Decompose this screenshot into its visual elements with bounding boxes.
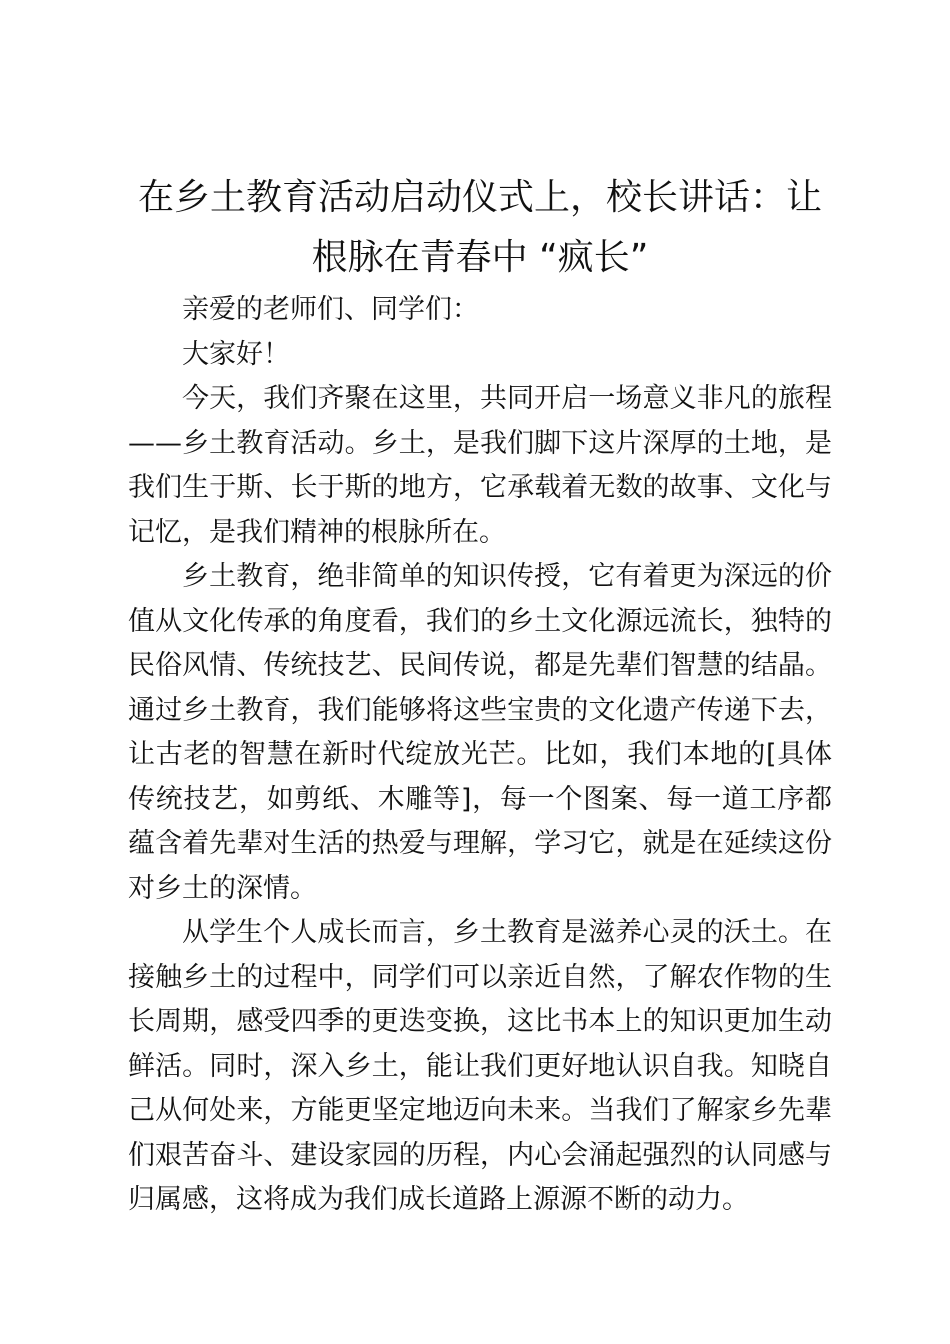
document-page xyxy=(128,168,832,1223)
document-title: 在乡土教育活动启动仪式上，校长讲话：让根脉在青春中 “疯长” xyxy=(137,177,822,278)
body-paragraph: 今天，我们齐聚在这里，共同开启一场意义非凡的旅程——乡土教育活动。乡土，是我们脚下这片深厚的土地，是我们生于斯、长于斯的地方，它承载着无数的故事、文化与记忆，是我们精神的根脉所在。 xyxy=(128,383,832,548)
greeting: 大家好！ xyxy=(182,338,290,370)
body-paragraph: 从学生个人成长而言，乡土教育是滋养心灵的沃土。在接触乡土的过程中，同学们可以亲近自然，了解农作物的生长周期，感受四季的更迭变换，这比书本上的知识更加生动鲜活。同时，深入乡土，能让我们更好地认识自我。知晓自己从何处来，方能更坚定地迈向未来。当我们了解家乡先辈们艰苦奋斗、建设家园的历程，内心会涌起强烈的认同感与归属感，这将成为我们成长道路上源源不断的动力。 xyxy=(128,917,832,1215)
document-body xyxy=(128,288,832,1223)
body-paragraph: 乡土教育，绝非简单的知识传授，它有着更为深远的价值从文化传承的角度看，我们的乡土文化源远流长，独特的民俗风情、传统技艺、民间传说，都是先辈们智慧的结晶。通过乡土教育，我们能够将这些宝贵的文化遗产传递下去，让古老的智慧在新时代绽放光芒。比如，我们本地的[具体传统技艺，如剪纸、木雕等]，每一个图案、每一道工序都蕴含着先辈对生活的热爱与理解，学习它，就是在延续这份对乡土的深情。 xyxy=(128,561,832,904)
salutation: 亲爱的老师们、同学们： xyxy=(182,294,479,325)
